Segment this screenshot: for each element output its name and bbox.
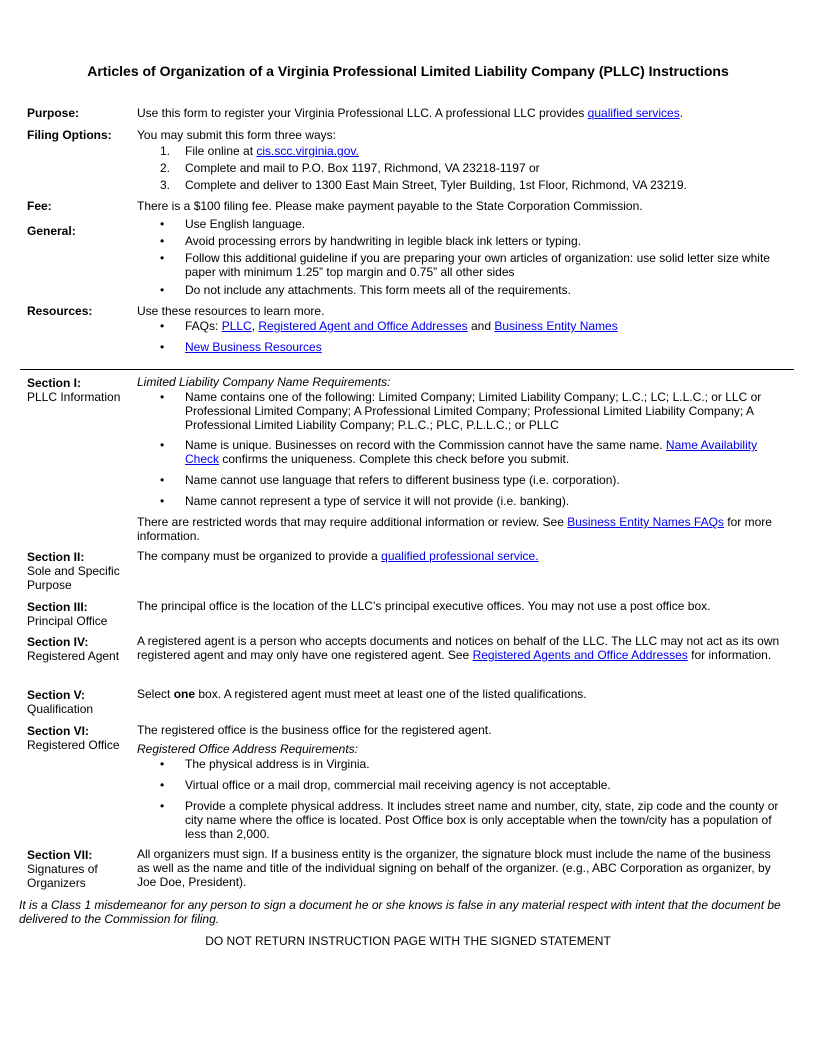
filing-option-2: Complete and mail to P.O. Box 1197, Richmond, VA 23218-1197 or — [185, 161, 540, 175]
list-item: Use English language. — [185, 217, 306, 231]
name-availability-check-link[interactable]: Name Availability Check — [185, 438, 758, 466]
section-6-label: Section VI: Registered Office — [27, 724, 120, 752]
section-4-text: A registered agent is a person who accepts documents and notices on behalf of the LLC. The LLC may not act as its own registered agent and may only have one registered agent. See Registered Agents and Office Addresses for information. — [137, 634, 780, 662]
qualified-professional-service-link[interactable]: qualified professional service. — [381, 549, 539, 563]
business-entity-names-faqs-link[interactable]: Business Entity Names FAQs — [567, 515, 724, 529]
registered-agents-link[interactable]: Registered Agents and Office Addresses — [472, 648, 688, 662]
bullet-icon: • — [160, 438, 165, 452]
bullet-icon: • — [160, 473, 165, 487]
general-label: General: — [27, 224, 76, 238]
registered-agent-faq-link[interactable]: Registered Agent and Office Addresses — [258, 319, 468, 333]
bullet-icon: • — [160, 494, 165, 508]
section-1-heading: Limited Liability Company Name Requirements: — [137, 375, 391, 389]
list-item: Provide a complete physical address. It includes street name and number, city, state, zip code and the county or city name where the office is located. Post Office box is only acceptable when the town/city has a population of less than 2,000. — [185, 799, 779, 841]
filing-options-label: Filing Options: — [27, 128, 112, 142]
section-2-text: The company must be organized to provide a qualified professional service. — [137, 549, 539, 563]
do-not-return-notice: DO NOT RETURN INSTRUCTION PAGE WITH THE SIGNED STATEMENT — [205, 934, 611, 948]
list-item: Name cannot represent a type of service it will not provide (i.e. banking). — [185, 494, 570, 508]
list-item: The physical address is in Virginia. — [185, 757, 370, 771]
section-5-label: Section V: Qualification — [27, 688, 94, 716]
fee-text: There is a $100 filing fee. Please make payment payable to the State Corporation Commission. — [137, 199, 643, 213]
section-5-text: Select one box. A registered agent must meet at least one of the listed qualifications. — [137, 687, 587, 701]
purpose-text: Use this form to register your Virginia Professional LLC. A professional LLC provides qualified services. — [137, 106, 684, 120]
fee-label: Fee: — [27, 199, 52, 213]
resources-intro: Use these resources to learn more. — [137, 304, 325, 318]
pllc-faq-link[interactable]: PLLC — [221, 319, 252, 333]
bullet-icon: • — [160, 799, 165, 813]
list-item: Follow this additional guideline if you are preparing your own articles of organization: use solid letter size white paper with minimum 1.25” top margin and 0.75” all other sides — [185, 251, 770, 279]
list-item: Virtual office or a mail drop, commercial mail receiving agency is not acceptable. — [185, 778, 611, 792]
bullet-icon: • — [160, 319, 165, 333]
section-3-text: The principal office is the location of the LLC’s principal executive offices. You may not use a post office box. — [137, 599, 711, 613]
bullet-icon: • — [160, 778, 165, 792]
bullet-icon: • — [160, 234, 165, 248]
list-item: Name contains one of the following: Limited Company; Limited Liability Company; L.C.; LC; L.L.C.; or LLC or Professional Limited Company; A Professional Limited Company; Professional Limited Liability Company; A Professional Limited Liability Company; P.L.C.; PLC, P.L.L.C.; or PLLC — [185, 390, 762, 432]
filing-option-3: Complete and deliver to 1300 East Main Street, Tyler Building, 1st Floor, Richmond, VA 23219. — [185, 178, 687, 192]
business-entity-names-link[interactable]: Business Entity Names — [494, 319, 618, 333]
list-item: Name cannot use language that refers to different business type (i.e. corporation). — [185, 473, 620, 487]
section-7-label: Section VII: Signatures of Organizers — [27, 848, 98, 890]
cis-link[interactable]: cis.scc.virginia.gov. — [256, 144, 359, 158]
bullet-icon: • — [160, 283, 165, 297]
section-1-label: Section I: PLLC Information — [27, 376, 121, 404]
misdemeanor-warning: It is a Class 1 misdemeanor for any person to sign a document he or she knows is false in any material respect with intent that the document be delivered to the Commission for filing. — [19, 898, 781, 926]
list-item: Avoid processing errors by handwriting in legible black ink letters or typing. — [185, 234, 581, 248]
section-3-label: Section III: Principal Office — [27, 600, 108, 628]
bullet-icon: • — [160, 217, 165, 231]
section-6-text: The registered office is the business office for the registered agent. — [137, 723, 492, 737]
bullet-icon: • — [160, 757, 165, 771]
purpose-label: Purpose: — [27, 106, 80, 120]
qualified-services-link[interactable]: qualified services — [587, 106, 680, 120]
faq-links: FAQs: PLLC, Registered Agent and Office Addresses and Business Entity Names — [185, 319, 618, 333]
section-6-heading: Registered Office Address Requirements: — [137, 742, 358, 756]
list-item: Do not include any attachments. This form meets all of the requirements. — [185, 283, 571, 297]
section-7-text: All organizers must sign. If a business entity is the organizer, the signature block must include the name of the business as well as the name and title of the individual signing on behalf of the organizer. (e.g., ABC Corporation as organizer, by Joe Doe, President). — [137, 847, 771, 889]
resources-label: Resources: — [27, 304, 93, 318]
restricted-words-note: There are restricted words that may require additional information or review. See Business Entity Names FAQs for more information. — [137, 515, 772, 543]
bullet-icon: • — [160, 340, 165, 354]
bullet-icon: • — [160, 390, 165, 404]
section-2-label: Section II: Sole and Specific Purpose — [27, 550, 120, 592]
page-title: Articles of Organization of a Virginia Professional Limited Liability Company (PLLC) Instructions — [87, 63, 729, 79]
new-business-resources-link[interactable]: New Business Resources — [185, 340, 322, 354]
bullet-icon: • — [160, 251, 165, 265]
filing-option-1: File online at cis.scc.virginia.gov. — [185, 144, 359, 158]
section-divider — [20, 369, 794, 370]
filing-intro: You may submit this form three ways: — [137, 128, 336, 142]
section-4-label: Section IV: Registered Agent — [27, 635, 120, 663]
list-item: Name is unique. Businesses on record with the Commission cannot have the same name. Name Availability Check confirms the uniqueness. Complete this check before you submit. — [185, 438, 758, 466]
